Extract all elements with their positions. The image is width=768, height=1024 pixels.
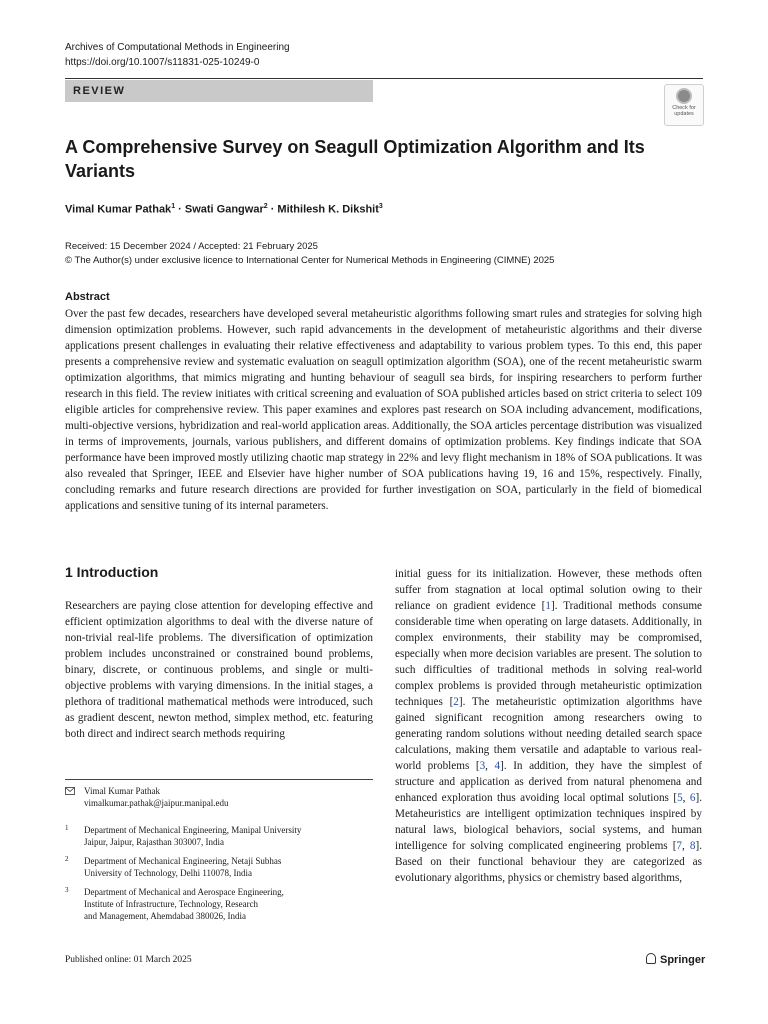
springer-horse-icon xyxy=(646,953,656,964)
citation-link[interactable]: 1 xyxy=(545,600,551,612)
citation-link[interactable]: 8 xyxy=(689,840,696,852)
citation-link[interactable]: 4 xyxy=(494,760,501,772)
body-text: ]. Metaheuristics are intelligent optimization techniques inspired by natural laws, biological behaviors, social systems, and human intelligence for solving complicated engineering problems [ xyxy=(395,792,703,852)
email-icon xyxy=(65,786,75,798)
affiliation-line: Department of Mechanical and Aerospace Engineering, xyxy=(84,887,284,897)
affiliation-2 xyxy=(84,855,281,879)
footnote-rule xyxy=(65,779,373,780)
author-affiliation-marker: 3 xyxy=(378,203,383,210)
check-for-updates-badge[interactable] xyxy=(664,84,704,126)
doi-link[interactable]: https://doi.org/10.1007/s11831-025-10249-0 xyxy=(65,57,260,68)
citation-link[interactable]: 5 xyxy=(677,792,683,804)
header-rule xyxy=(65,78,703,79)
affiliation-line: Institute of Infrastructure, Technology, Research xyxy=(84,899,259,909)
section-label: REVIEW xyxy=(73,85,126,97)
affiliation-line: University of Technology, Delhi 110078, India xyxy=(84,868,253,878)
journal-name: Archives of Computational Methods in Engineering xyxy=(65,42,290,53)
body-text: , xyxy=(682,840,690,852)
affiliation-number: 2 xyxy=(65,855,69,863)
citation-link[interactable]: 3 xyxy=(479,760,486,772)
abstract-text: Over the past few decades, researchers have developed several metaheuristic algorithms following smart rules and strategies for solving high dimension optimization problems. However, such rapid advancements in the development of metaheuristic algorithms and their diverse applications present challenges in evaluating their relative effectiveness and adaptability to various problem types. To this end, this paper presents a comprehensive review and systematic evaluation on seagull optimization algorithm (SOA), one of the recent metaheuristic swarm optimization algorithms, that mimics migrating and hunting behaviour of seagull sea birds, for inspiring researchers to perform further research in this field. The review initiates with critical screening and evaluation of SOA published articles based on strict criteria to select 109 eligible articles for comprehensive review. This paper examines and explores past research on SOA including advancement, modifications, multi-objective versions, hybridization and real-world application areas. Additionally, the SOA articles percentage distribution was visualized in terms of improvements, journals, various publishers, and different domains of optimization problems. Key findings indicate that SOA performance have been improved mostly utilizing chaotic map strategy in 22% and levy flight mechanism in 18% of SOA publications. It was also revealed that Springer, IEEE and Elsevier have higher number of SOA publications having 19, 16 and 15%, respectively. Finally, concluding remarks and future research directions are provided for further investigation on SOA, particularly in the field of biomedical applications and sensitive tuning of its internal parameters. xyxy=(65,308,702,512)
affiliation-line: Department of Mechanical Engineering, Netaji Subhas xyxy=(84,856,282,866)
corresponding-author-name: Vimal Kumar Pathak xyxy=(84,786,160,796)
author-affiliation-marker: 2 xyxy=(263,203,268,210)
paper-title: A Comprehensive Survey on Seagull Optimization Algorithm and Its Variants xyxy=(65,137,645,181)
published-online: Published online: 01 March 2025 xyxy=(65,955,192,965)
affiliation-number: 1 xyxy=(65,824,69,832)
affiliation-number: 3 xyxy=(65,886,69,894)
body-text: , xyxy=(682,792,690,804)
corresponding-author xyxy=(84,785,229,809)
publisher-name: Springer xyxy=(660,954,706,966)
intro-left-column: Researchers are paying close attention for developing effective and efficient optimization algorithms to deal with the diverse nature of non-trivial real-life problems. The diversification of optimization problem includes unconstrained or constrained bound problems, binary, discrete, or continuous problems, and single or multi-objective problems with varying dimensions. In the initial stages, a plethora of traditional mathematical methods were introduced, such as gradient descent, newton method, simplex method, etc. featuring both direct and indirect search methods requiring xyxy=(65,600,373,740)
copyright-notice: © The Author(s) under exclusive licence to International Center for Numerical Methods in Engineering (CIMNE) 2025 xyxy=(65,255,555,266)
body-text: ]. In addition, they have the simplest of structure and application as derived from natural phenomena and enhanced exploration thus avoiding local optimal solutions [ xyxy=(395,760,702,804)
author-name[interactable]: Vimal Kumar Pathak xyxy=(65,203,172,216)
author-separator: · xyxy=(267,203,278,216)
check-updates-icon xyxy=(676,88,692,104)
body-text: ]. Traditional methods consume considerable time when operating on large datasets. Additionally, in complex environments, their stability may be compromised, especially when more decision variables are present. The solution to such difficulties of traditional methods in solving real-world complex problems is provided through metaheuristic optimization techniques [ xyxy=(395,600,703,708)
publication-dates xyxy=(65,240,554,268)
author-name[interactable]: Swati Gangwar xyxy=(184,203,264,216)
affiliation-line: Jaipur, Jaipur, Rajasthan 303007, India xyxy=(84,837,225,847)
citation-link[interactable]: 2 xyxy=(453,696,459,708)
affiliation-line: Department of Mechanical Engineering, Manipal University xyxy=(84,825,302,835)
affiliation-line: and Management, Ahemdabad 380026, India xyxy=(84,911,246,921)
body-text: initial guess for its initialization. However, these methods often suffer from stagnation at local optimal solution owing to their reliance on gradient evidence [ xyxy=(395,568,702,612)
journal-header xyxy=(65,40,290,70)
author-list xyxy=(65,203,383,216)
affiliation-3 xyxy=(84,886,284,922)
section-heading: 1 Introduction xyxy=(65,564,159,580)
body-text: , xyxy=(485,760,495,772)
citation-link[interactable]: 6 xyxy=(689,792,696,804)
author-affiliation-marker: 1 xyxy=(171,203,176,210)
badge-text: Check for updates xyxy=(672,105,696,117)
author-email[interactable]: vimalkumar.pathak@jaipur.manipal.edu xyxy=(84,798,229,808)
body-text: ]. Based on their functional behaviour they are categorized as evolutionary algorithms, physics or chemistry based algorithms, xyxy=(395,840,703,884)
received-accepted-dates: Received: 15 December 2024 / Accepted: 21 February 2025 xyxy=(65,241,318,252)
section-label-bar xyxy=(65,80,373,102)
body-text: ]. The metaheuristic optimization algorithms have gained significant recognition among researchers owing to generating random solutions without needing detailed search space calculations, making them versatile and adaptable to various real-world problems [ xyxy=(395,696,702,772)
abstract-heading: Abstract xyxy=(65,291,110,303)
publisher-logo xyxy=(646,953,705,966)
author-separator: · xyxy=(175,203,185,216)
intro-right-column xyxy=(395,566,702,886)
citation-link[interactable]: 7 xyxy=(676,840,683,852)
author-name[interactable]: Mithilesh K. Dikshit xyxy=(277,203,379,216)
affiliation-1 xyxy=(84,824,301,848)
